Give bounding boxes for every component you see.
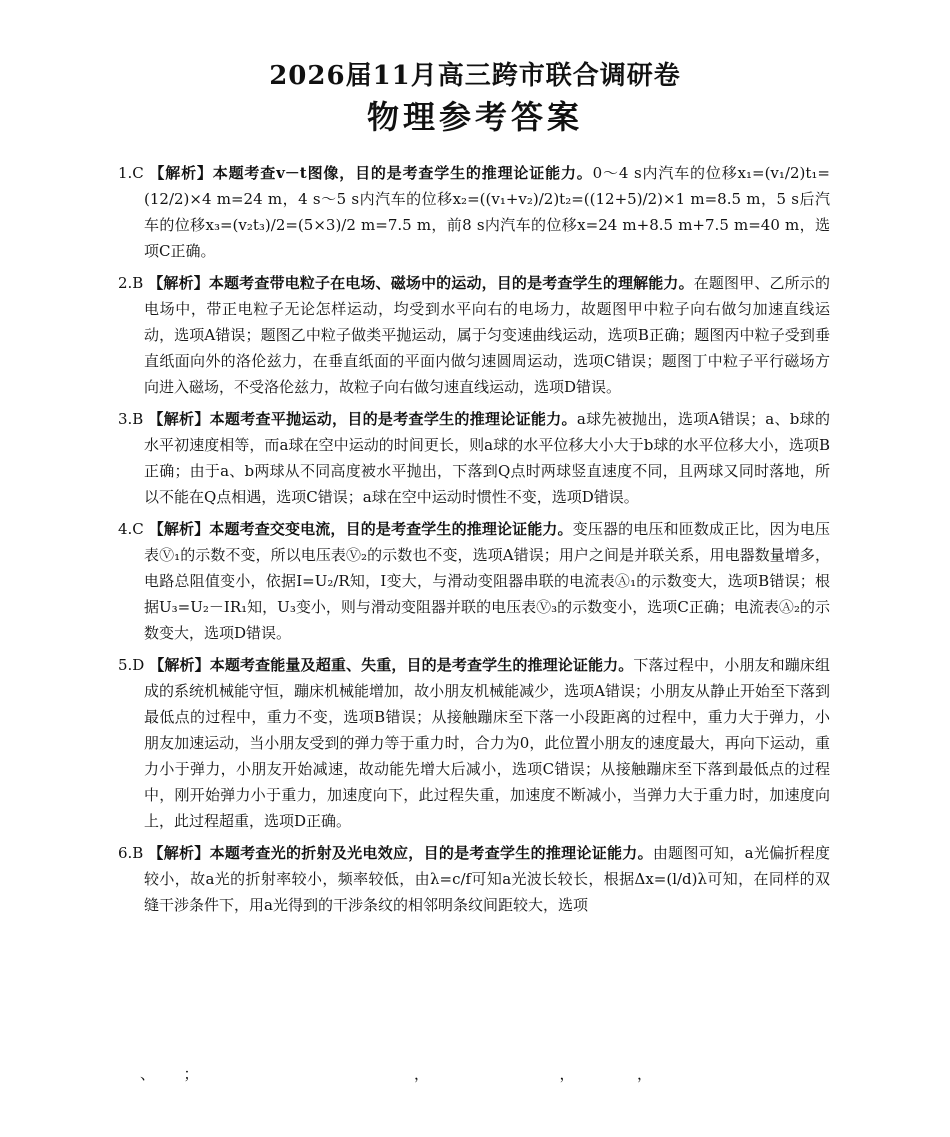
answer-item-1 bbox=[118, 160, 830, 264]
answer-number: 6.B bbox=[118, 844, 144, 862]
exam-title: 2026届11月高三跨市联合调研卷 bbox=[269, 61, 681, 91]
answer-item-4 bbox=[118, 516, 830, 646]
analysis-label: 【解析】 bbox=[149, 164, 213, 182]
analysis-lead: 本题考查光的折射及光电效应，目的是考查学生的推理论证能力。 bbox=[209, 844, 653, 862]
answer-number: 4.C bbox=[118, 520, 144, 538]
analysis-text: a球先被抛出，选项A错误；a、b球的水平初速度相等，而a球在空中运动的时间更长，则a球的水平位移大小大于b球的水平位移大小，选项B正确；由于a、b两球从不同高度被水平抛出，下落到Q点时两球竖直速度不同，且两球又同时落地，所以不能在Q点相遇，选项C错误；a球在空中运动时惯性不变，选项D错误。 bbox=[144, 410, 830, 506]
analysis-text: 0～4 s内汽车的位移x₁=(v₁/2)t₁=(12/2)×4 m=24 m，4 s～5 s内汽车的位移x₂=((v₁+v₂)/2)t₂=((12+5)/2)×1 m=8.5 m，5 s后汽车的位移x₃=(v₂t₃)/2=(5×3)/2 m=7.5 m，前8 s内汽车的位移x=24 m+8.5 m+7.5 m=40 m，选项C正确。 bbox=[144, 164, 830, 260]
answer-number: 2.B bbox=[118, 274, 144, 292]
analysis-label: 【解析】 bbox=[148, 274, 209, 292]
answer-number: 5.D bbox=[118, 656, 145, 674]
answer-item-5 bbox=[118, 652, 830, 834]
answer-item-6 bbox=[118, 840, 830, 918]
answer-item-2 bbox=[118, 270, 830, 400]
analysis-label: 【解析】 bbox=[148, 520, 210, 538]
analysis-label: 【解析】 bbox=[149, 656, 210, 674]
cutoff-line: 、 ； ， ， ， bbox=[140, 1065, 655, 1083]
analysis-text: 在题图甲、乙所示的电场中，带正电粒子无论怎样运动，均受到水平向右的电场力，故题图甲中粒子向右做匀加速直线运动，选项A错误；题图乙中粒子做类平抛运动，属于匀变速曲线运动，选项B正确；题图丙中粒子受到垂直纸面向外的洛伦兹力，在垂直纸面的平面内做匀速圆周运动，选项C错误；题图丁中粒子平行磁场方向进入磁场，不受洛伦兹力，故粒子向右做匀速直线运动，选项D错误。 bbox=[144, 274, 830, 396]
analysis-label: 【解析】 bbox=[148, 844, 210, 862]
analysis-text: 变压器的电压和匝数成正比，因为电压表Ⓥ₁的示数不变，所以电压表Ⓥ₂的示数也不变，选项A错误；用户之间是并联关系，用电器数量增多，电路总阻值变小，依据I=U₂/R知，I变大，与滑动变阻器串联的电流表Ⓐ₁的示数变大，选项B错误；根据U₃=U₂－IR₁知，U₃变小，则与滑动变阻器并联的电压表Ⓥ₃的示数变小，选项C正确；电流表Ⓐ₂的示数变大，选项D错误。 bbox=[144, 520, 830, 642]
analysis-label: 【解析】 bbox=[148, 410, 210, 428]
analysis-lead: 本题考查能量及超重、失重，目的是考查学生的推理论证能力。 bbox=[209, 656, 634, 674]
answer-list bbox=[118, 160, 830, 924]
analysis-text: 由题图可知，a光偏折程度较小，故a光的折射率较小，频率较低，由λ=c/f可知a光波长较长，根据Δx=(l/d)λ可知，在同样的双缝干涉条件下，用a光得到的干涉条纹的相邻明条纹间距较大，选项 bbox=[144, 844, 830, 914]
analysis-text: 下落过程中，小朋友和蹦床组成的系统机械能守恒，蹦床机械能增加，故小朋友机械能减少，选项A错误；小朋友从静止开始至下落到最低点的过程中，重力不变，选项B错误；从接触蹦床至下落一小段距离的过程中，重力大于弹力，小朋友加速运动，当小朋友受到的弹力等于重力时，合力为0，此位置小朋友的速度最大，再向下运动，重力小于弹力，小朋友开始减速，故动能先增大后减小，选项C错误；从接触蹦床至下落到最低点的过程中，刚开始弹力小于重力，加速度向下，此过程失重，加速度不断减小，当弹力大于重力时，加速度向上，此过程超重，选项D正确。 bbox=[144, 656, 830, 830]
analysis-lead: 本题考查带电粒子在电场、磁场中的运动，目的是考查学生的理解能力。 bbox=[208, 274, 694, 292]
answer-title: 物理参考答案 bbox=[366, 98, 583, 136]
answer-number: 3.B bbox=[118, 410, 144, 428]
analysis-lead: 本题考查v－t图像，目的是考查学生的推理论证能力。 bbox=[212, 164, 593, 182]
answer-number: 1.C bbox=[118, 164, 144, 182]
answer-item-3 bbox=[118, 406, 830, 510]
analysis-lead: 本题考查平抛运动，目的是考查学生的推理论证能力。 bbox=[209, 410, 577, 428]
analysis-lead: 本题考查交变电流，目的是考查学生的推理论证能力。 bbox=[209, 520, 573, 538]
